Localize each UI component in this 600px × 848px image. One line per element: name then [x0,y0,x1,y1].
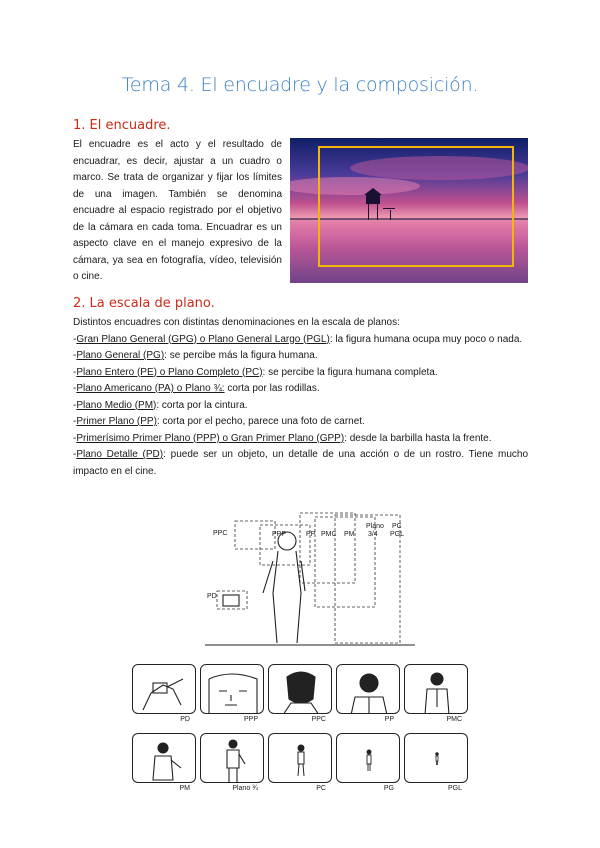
shot-pm-image [132,733,196,783]
shot-label: Plano ¾ [232,785,258,792]
plane-scale-list [73,315,528,480]
diagram-label-ppc: PPC [213,530,228,537]
shot-label: PP [384,716,394,723]
diagram-label-pp: PP [306,531,316,538]
diagram-label-pgl: PGL [390,531,405,538]
list-item: -Primerísimo Primer Plano (PPP) o Gran Primer Plano (GPP): desde la barbilla hasta la frente. [73,432,492,444]
shot-pc-image [268,733,332,783]
shot-label: PGL [447,785,462,792]
diagram-label-pc: PC [392,523,402,530]
section-heading-escala: 2. La escala de plano. [73,296,215,311]
list-item: -Plano Medio (PM): corta por la cintura. [73,399,248,411]
encuadre-paragraph: El encuadre es el acto y el resultado de encuadrar, es decir, ajustar a un cuadro o marco. Se trata de organizar y fijar los límites de una imagen. También se denomina encuadre al espacio registrado por el objetivo de la cámara en cada toma. Encuadrar es un aspecto clave en el manejo expresivo de la cámara, ya sea en fotografía, vídeo, televisión o cine. [73,139,282,282]
shot-ppp-image [200,664,264,714]
shot-pg-image [336,733,400,783]
shot-plano34-image [200,733,264,783]
shot-pmc-image [404,664,468,714]
diagram-label-ppp: PPP [272,531,287,538]
shot-label: PPC [311,716,326,723]
diagram-label-pm: PM [344,531,355,538]
shot-pgl-image [404,733,468,783]
list-item: -Plano Detalle (PD): puede ser un objeto, un detalle de una acción o de un rostro. Tiene mucho impacto en el cine. [73,449,529,477]
shot-label: PPP [243,716,258,723]
shot-label: PC [316,785,326,792]
framing-rectangle [318,146,514,267]
shot-label: PM [179,785,190,792]
list-item: -Plano Americano (PA) o Plano ¾: corta por las rodillas. [73,383,320,394]
list-intro: Distintos encuadres con distintas denominaciones en la escala de planos: [73,317,400,328]
shot-ppc-image [268,664,332,714]
shot-pd-image [132,664,196,714]
list-item: -Gran Plano General (GPG) o Plano General Largo (PGL): la figura humana ocupa muy poco o nada. [73,333,523,345]
shot-pp-image [336,664,400,714]
page-title: Tema 4. El encuadre y la composición. [121,74,479,96]
diagram-label-pd: PD [207,593,217,600]
shot-label: PG [383,785,394,792]
diagram-label-34: 3/4 [368,531,378,538]
list-item: -Primer Plano (PP): corta por el pecho, parece una foto de carnet. [73,416,365,427]
list-item: -Plano General (PG): se percibe más la figura humana. [73,350,318,361]
diagram-label-pmc: PMC [321,531,337,538]
list-item: -Plano Entero (PE) o Plano Completo (PC): se percibe la figura humana completa. [73,366,438,378]
diagram-label-plano: Plano [366,523,384,530]
shot-scale-diagram [205,503,415,653]
shot-label: PMC [446,716,462,723]
shot-label: PD [180,716,190,723]
section-heading-encuadre: 1. El encuadre. [73,118,171,133]
